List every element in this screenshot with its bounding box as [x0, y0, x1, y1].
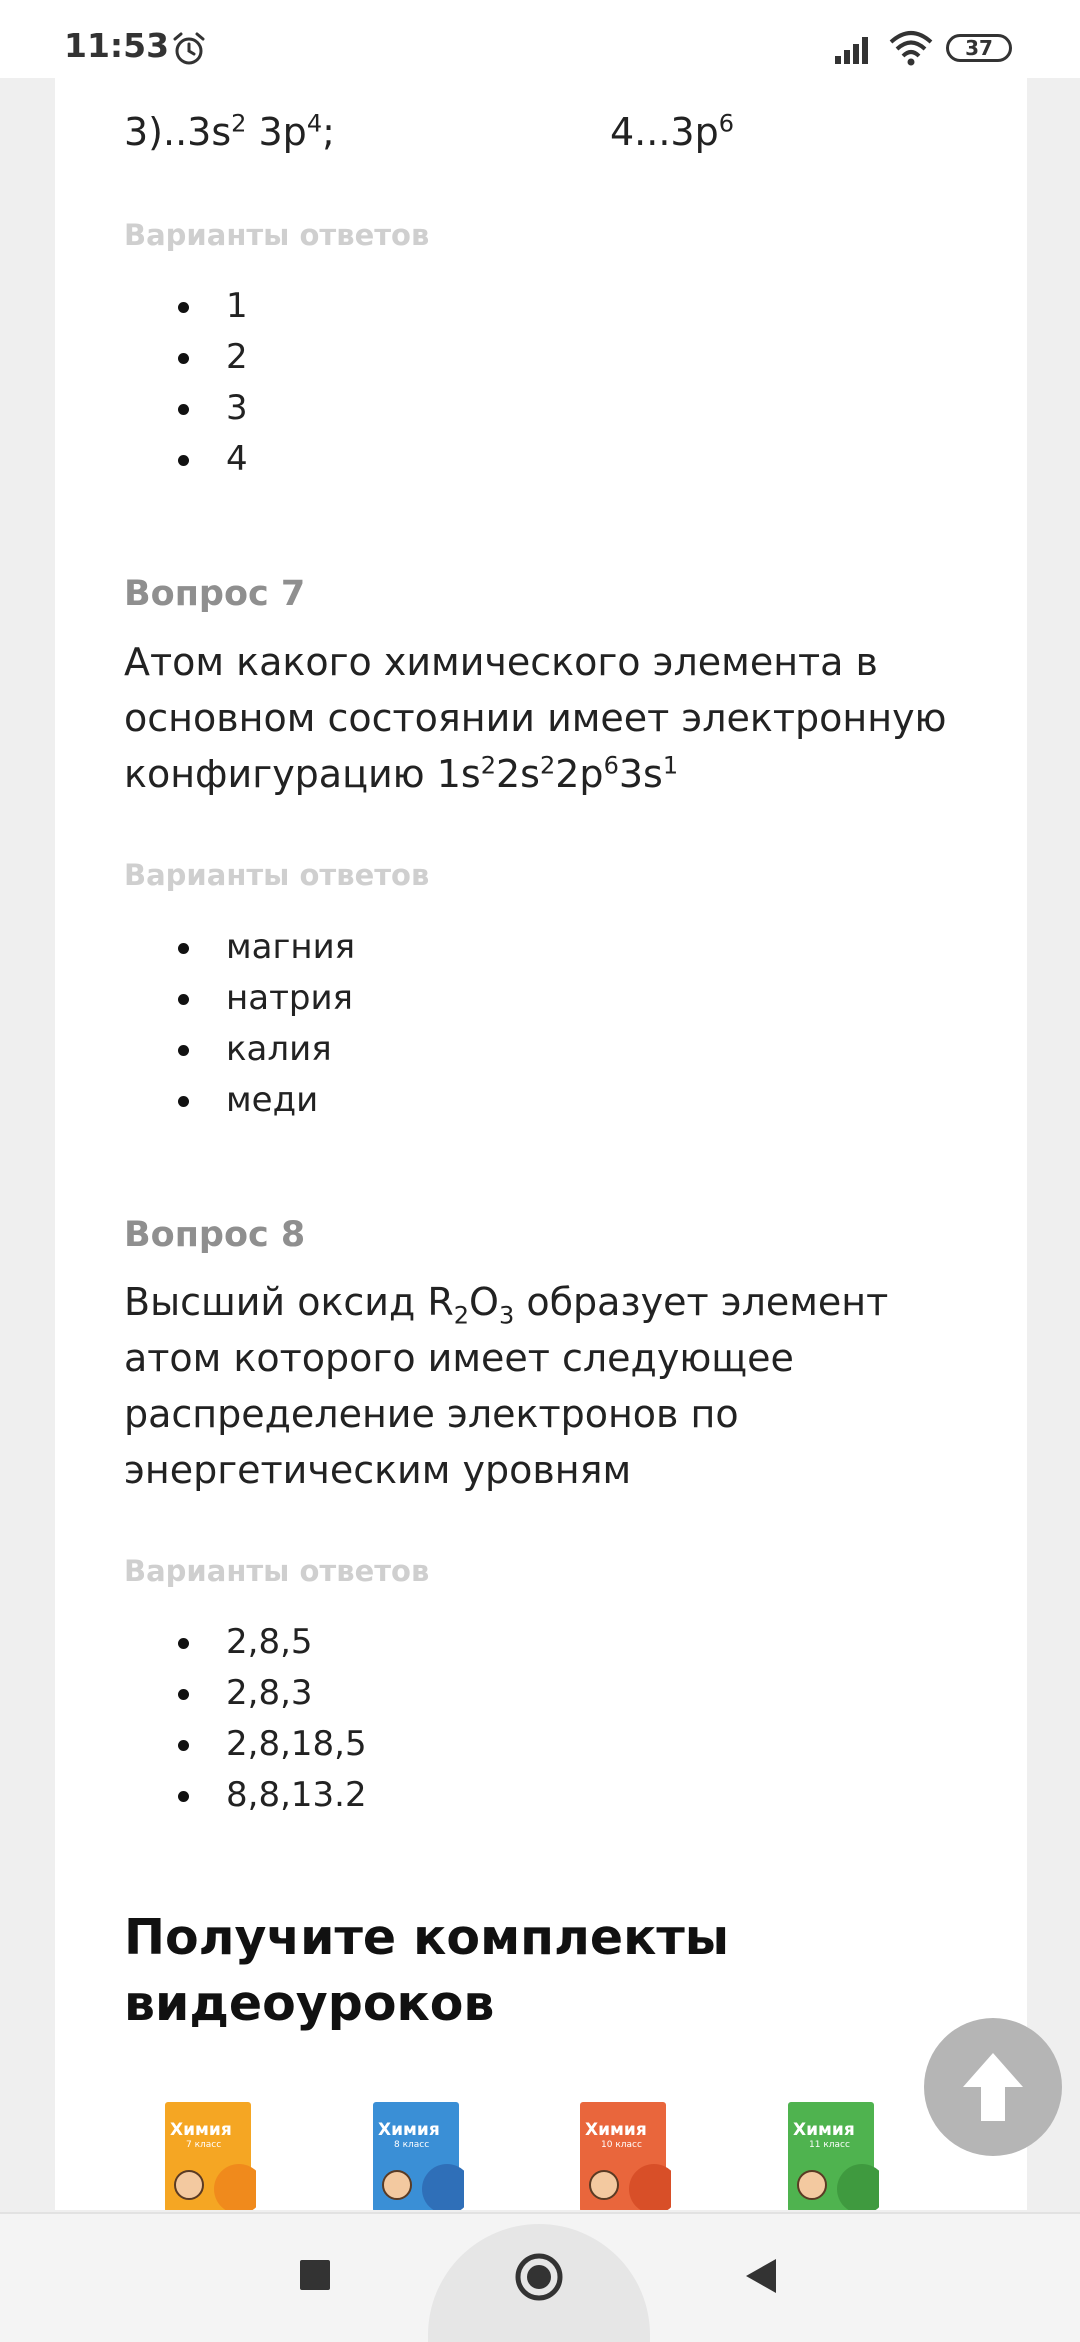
question-8-text: [124, 1274, 888, 1498]
partial-question-options: [124, 104, 734, 160]
question-7-label: Вопрос 7: [124, 574, 306, 614]
variants-label: Варианты ответов: [124, 1554, 430, 1588]
back-triangle-icon[interactable]: [744, 2257, 778, 2295]
character-icon: [589, 2170, 619, 2200]
variants-label: Варианты ответов: [124, 858, 430, 892]
option-3-text: $3)..3s^2$ $3p^4$;: [124, 109, 335, 154]
book-grade: 10 класс: [601, 2140, 642, 2150]
product-covers: [160, 2098, 940, 2210]
answer-list: [124, 281, 248, 485]
answer-option: калия: [124, 1024, 355, 1075]
character-icon: [174, 2170, 204, 2200]
disc-icon: [214, 2164, 256, 2210]
answer-option: 2,8,5: [124, 1617, 367, 1668]
arrow-up-icon: [961, 2051, 1025, 2123]
book-title: Химия: [585, 2120, 647, 2140]
recents-square-icon[interactable]: [300, 2260, 330, 2290]
answer-option: 2: [124, 332, 248, 383]
product-cover-7[interactable]: [160, 2098, 256, 2210]
variants-label: Варианты ответов: [124, 218, 430, 252]
promo-title-line: видеоуроков: [124, 1975, 495, 2032]
promo-title-line: Получите комплекты: [124, 1909, 730, 1966]
answer-list: [124, 922, 355, 1126]
alarm-clock-icon: [171, 31, 207, 67]
answer-list: [124, 1617, 367, 1821]
scroll-to-top-button[interactable]: [924, 2018, 1062, 2156]
status-bar: [0, 0, 1080, 78]
promo-title: [124, 1905, 924, 2037]
book-grade: 11 класс: [809, 2140, 850, 2150]
battery-indicator: 37: [946, 34, 1012, 62]
answer-option: магния: [124, 922, 355, 973]
disc-icon: [629, 2164, 671, 2210]
question-8-line: Высший оксид $R_2O_3$ образует элемент: [124, 1280, 889, 1330]
question-8-label: Вопрос 8: [124, 1215, 306, 1255]
answer-option: 4: [124, 434, 248, 485]
question-8-line: атом которого имеет следующее: [124, 1336, 794, 1380]
answer-option: 3: [124, 383, 248, 434]
answer-option: меди: [124, 1075, 355, 1126]
book-title: Химия: [793, 2120, 855, 2140]
cellular-signal-icon: [833, 34, 875, 66]
answer-option: 1: [124, 281, 248, 332]
answer-option: 2,8,18,5: [124, 1719, 367, 1770]
answer-option: 2,8,3: [124, 1668, 367, 1719]
question-8-line: распределение электронов по: [124, 1392, 739, 1436]
character-icon: [797, 2170, 827, 2200]
answer-option: натрия: [124, 973, 355, 1024]
product-cover-10[interactable]: [575, 2098, 671, 2210]
disc-icon: [422, 2164, 464, 2210]
navigation-bar: [0, 2212, 1080, 2342]
question-7-line: основном состоянии имеет электронную: [124, 696, 947, 740]
question-7-line: Атом какого химического элемента в: [124, 640, 878, 684]
status-time: 11:53: [64, 26, 170, 65]
answer-option: 8,8,13.2: [124, 1770, 367, 1821]
wifi-icon: [889, 30, 933, 66]
option-4-text: $4...3p^6$: [610, 109, 734, 154]
question-7-text: [124, 634, 947, 802]
character-icon: [382, 2170, 412, 2200]
book-grade: 8 класс: [394, 2140, 430, 2150]
question-8-line: энергетическим уровням: [124, 1448, 632, 1492]
book-title: Химия: [378, 2120, 440, 2140]
product-cover-8[interactable]: [368, 2098, 464, 2210]
home-circle-icon[interactable]: [514, 2252, 564, 2302]
question-7-line: конфигурацию $1s^22s^22p^63s^1$: [124, 751, 679, 796]
product-cover-11[interactable]: [783, 2098, 879, 2210]
book-grade: 7 класс: [186, 2140, 222, 2150]
disc-icon: [837, 2164, 879, 2210]
book-title: Химия: [170, 2120, 232, 2140]
